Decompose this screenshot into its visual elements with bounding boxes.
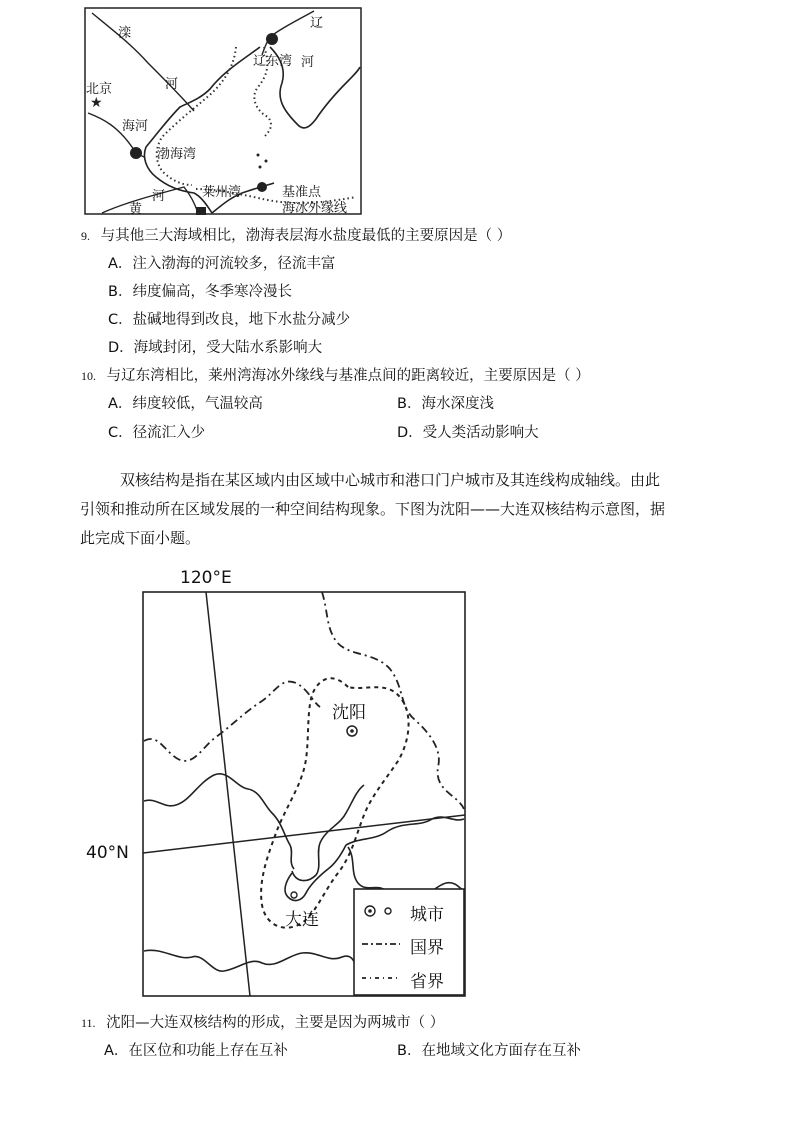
q10-option-c[interactable]: C．径流汇入少 xyxy=(108,425,206,441)
label-he-luan: 河 xyxy=(165,77,179,92)
latitude-label: 40°N xyxy=(86,843,129,863)
longitude-label: 120°E xyxy=(180,568,232,588)
label-haihe: 海河 xyxy=(122,119,149,134)
passage-line: 此完成下面小题。 xyxy=(80,529,201,547)
legend-city-label: 城市 xyxy=(410,905,444,925)
label-beijing: 北京 xyxy=(86,82,113,97)
q10-option-b[interactable]: B．海水深度浅 xyxy=(397,396,494,412)
question-number: 10. xyxy=(81,369,96,383)
question-9 xyxy=(81,224,511,245)
label-he-huang: 河 xyxy=(152,189,166,204)
legend-national-border-label: 国界 xyxy=(410,938,444,958)
question-stem: 与辽东湾相比，莱州湾海冰外缘线与基准点间的距离较近，主要原因是（ ） xyxy=(106,368,590,384)
question-11 xyxy=(81,1011,444,1032)
label-bohaiwan: 渤海湾 xyxy=(157,147,197,162)
q10-option-d[interactable]: D．受人类活动影响大 xyxy=(397,425,539,441)
question-number: 9. xyxy=(81,229,90,243)
q9-option-c[interactable]: C．盐碱地得到改良，地下水盐分减少 xyxy=(108,312,351,328)
q9-option-a[interactable]: A．注入渤海的河流较多，径流丰富 xyxy=(108,256,336,272)
question-stem: 沈阳—大连双核结构的形成，主要是因为两城市（ ） xyxy=(106,1015,445,1031)
svg-text:★: ★ xyxy=(90,95,103,111)
label-laizhouwan: 莱州湾 xyxy=(202,185,242,200)
label-liao: 辽 xyxy=(310,16,324,31)
label-huang: 黄 xyxy=(129,202,143,217)
question-10 xyxy=(81,364,590,385)
q9-option-b[interactable]: B．纬度偏高，冬季寒冷漫长 xyxy=(108,284,292,300)
q11-option-a[interactable]: A．在区位和功能上存在互补 xyxy=(104,1043,288,1059)
q11-option-b[interactable]: B．在地域文化方面存在互补 xyxy=(397,1043,581,1059)
question-number: 11. xyxy=(81,1016,96,1030)
question-stem: 与其他三大海域相比，渤海表层海水盐度最低的主要原因是（ ） xyxy=(100,228,512,244)
passage-line: 双核结构是指在某区域内由区域中心城市和港口门户城市及其连线构成轴线。由此 xyxy=(120,471,661,489)
label-he-liao: 河 xyxy=(301,55,315,70)
passage-line: 引领和推动所在区域发展的一种空间结构现象。下图为沈阳——大连双核结构示意图，据 xyxy=(80,500,666,518)
q10-option-a[interactable]: A．纬度较低，气温较高 xyxy=(108,396,263,412)
city-label-shenyang: 沈阳 xyxy=(332,703,366,723)
q9-option-d[interactable]: D．海域封闭，受大陆水系影响大 xyxy=(108,340,323,356)
label-luan: 滦 xyxy=(118,26,132,41)
legend-provincial-border-label: 省界 xyxy=(410,972,444,992)
label-base-point: 基准点 xyxy=(282,185,322,200)
label-liaodongwan: 辽东湾 xyxy=(253,54,293,69)
city-label-dalian: 大连 xyxy=(285,910,319,930)
passage xyxy=(80,466,740,553)
label-ice-line: 海冰外缘线 xyxy=(282,201,348,216)
